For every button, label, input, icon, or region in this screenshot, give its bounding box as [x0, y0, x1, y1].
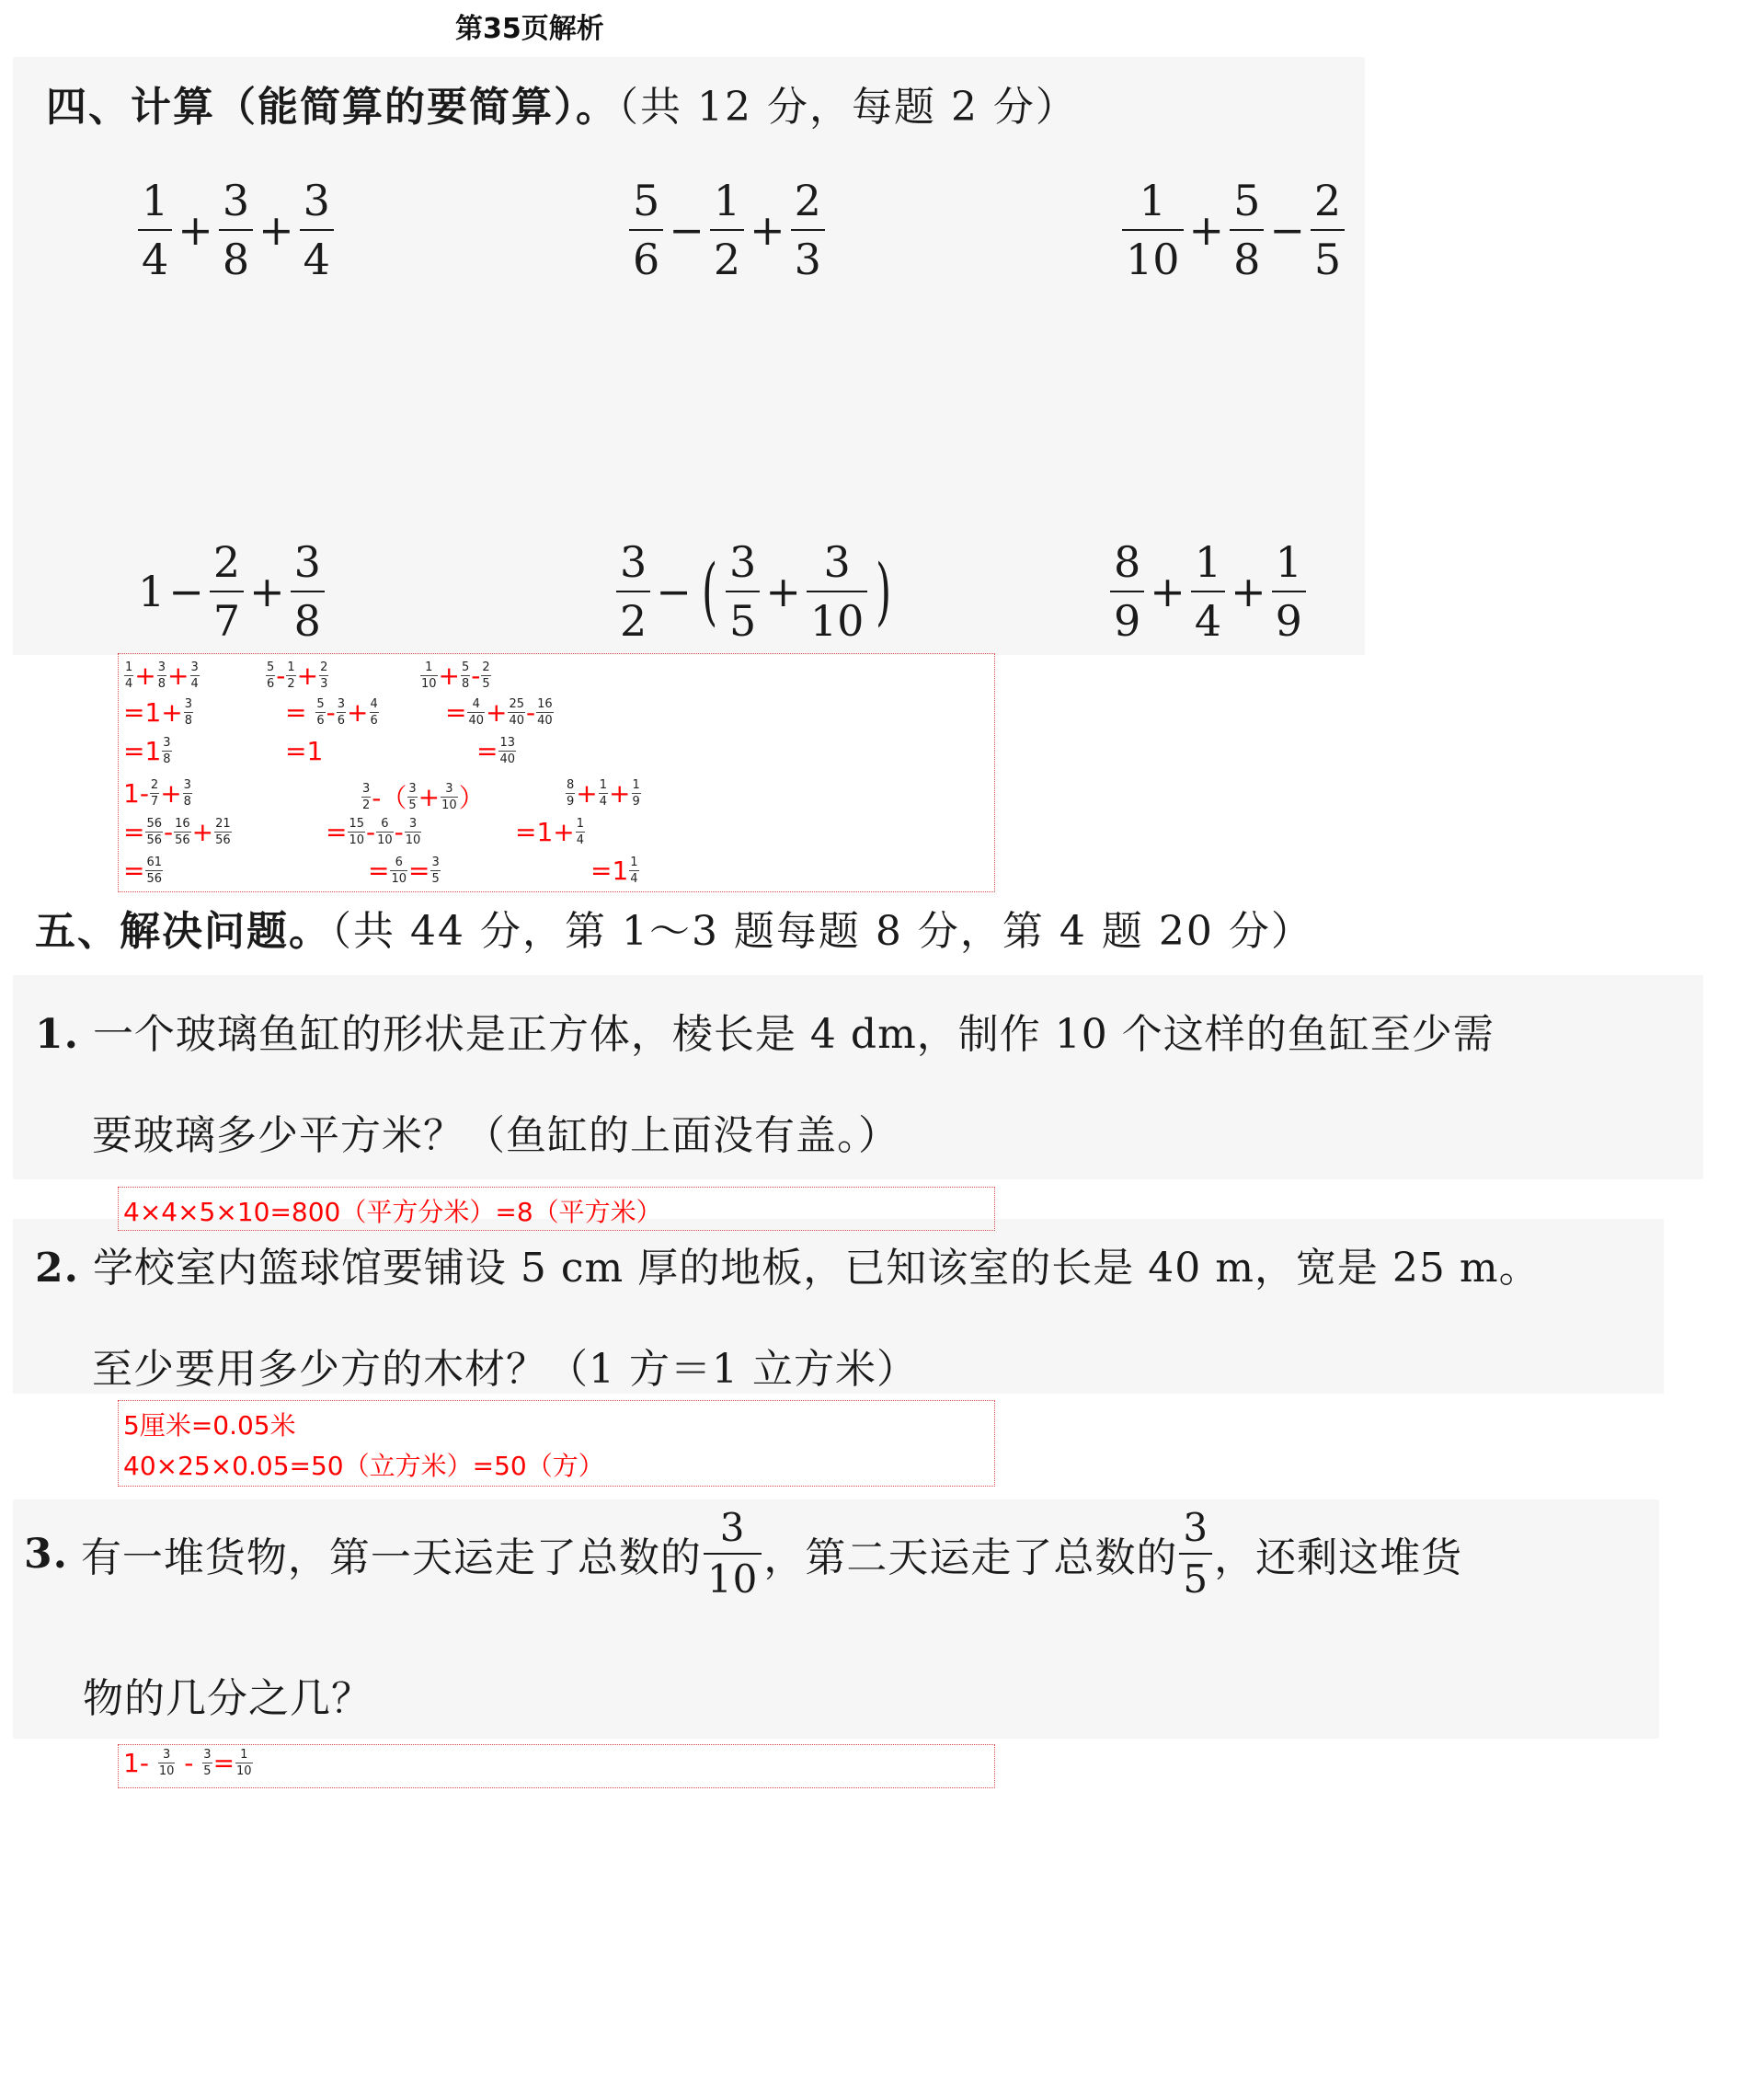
- question-2-answer-line-2: 40×25×0.05=50（立方米）=50（方）: [123, 1451, 604, 1481]
- fraction: $\frac{3}{8}$: [219, 179, 253, 281]
- question-3-number: 3.: [24, 1530, 68, 1578]
- fraction: $\frac{2}{3}$: [791, 179, 825, 281]
- answer-1-line-2: =1+ $\frac{3}{8}$: [123, 697, 193, 728]
- answer-4-line-1: 1- $\frac{2}{7}$ + $\frac{3}{8}$: [123, 778, 191, 809]
- question-3-text-c: ，还剩这堆货: [1214, 1534, 1463, 1581]
- question-1-answer: 4×4×5×10=800（平方分米）=8（平方米）: [123, 1197, 662, 1227]
- fraction: $\frac{3}{2}$: [616, 541, 650, 642]
- problem-3: $\frac{1}{10}$ + $\frac{5}{8}$ − $\frac{2}{5}$: [1120, 179, 1346, 281]
- answer-1-line-3: =1 $\frac{3}{8}$: [123, 736, 171, 766]
- answer-3-line-3: = $\frac{13}{40}$: [476, 736, 516, 766]
- section5-heading: [35, 898, 1313, 957]
- section4-heading: [46, 74, 1078, 132]
- question-3-text-b: ，第二天运走了总数的: [763, 1534, 1178, 1581]
- answer-3-line-1: $\frac{1}{10}$ + $\frac{5}{8}$ - $\frac{2}{5}$: [421, 660, 490, 691]
- fraction: $\frac{3}{10}$: [704, 1509, 762, 1599]
- fraction: $\frac{3}{8}$: [291, 541, 325, 642]
- problem-5: $\frac{3}{2}$ − ( $\frac{3}{5}$ + $\frac{3}{10}$ ): [614, 541, 899, 642]
- answer-6-line-2: =1+ $\frac{1}{4}$: [515, 817, 585, 847]
- fraction: $\frac{5}{8}$: [1230, 179, 1264, 281]
- fraction: $\frac{2}{5}$: [1311, 179, 1345, 281]
- answer-3-line-2: = $\frac{4}{40}$ + $\frac{25}{40}$ - $\frac{16}{40}$: [445, 697, 553, 728]
- fraction: $\frac{3}{5}$: [1179, 1509, 1212, 1599]
- answer-2-line-1: $\frac{5}{6}$ - $\frac{1}{2}$ + $\frac{2}{3}$: [267, 660, 328, 691]
- answer-6-line-3: =1 $\frac{1}{4}$: [590, 856, 638, 886]
- fraction: $\frac{8}{9}$: [1110, 541, 1144, 642]
- section4-answer-box: [118, 653, 995, 892]
- fraction: $\frac{3}{10}$: [807, 541, 868, 642]
- question-3-text-a: 有一堆货物，第一天运走了总数的: [80, 1534, 702, 1581]
- answer-5-line-2: = $\frac{15}{10}$ - $\frac{6}{10}$ - $\frac{3}{10}$: [326, 817, 421, 847]
- question-3-line-2: 物的几分之几？: [83, 1675, 372, 1722]
- fraction: $\frac{2}{7}$: [210, 541, 244, 642]
- question-3-answer: 1- $\frac{3}{10}$ - $\frac{3}{5}$ = $\frac{1}{10}$: [123, 1748, 252, 1778]
- fraction: $\frac{3}{5}$: [726, 541, 760, 642]
- section4-heading-rest: （共 12 分，每题 2 分）: [618, 84, 1078, 131]
- question-2-text: 学校室内篮球馆要铺设 5 cm 厚的地板，已知该室的长是 40 m，宽是 25 m。: [92, 1245, 1541, 1292]
- fraction: $\frac{1}{4}$: [1191, 541, 1225, 642]
- fraction: $\frac{1}{2}$: [710, 179, 744, 281]
- question-2-answer-line-1: 5厘米=0.05米: [123, 1410, 296, 1441]
- answer-2-line-3: =1: [285, 736, 324, 766]
- page-title: 第35页解析: [455, 13, 604, 45]
- fraction: $\frac{1}{9}$: [1272, 541, 1306, 642]
- answer-1-line-1: $\frac{1}{4}$ + $\frac{3}{8}$ + $\frac{3}{4}$: [125, 660, 199, 691]
- question-1-line-2: 要玻璃多少平方米？（鱼缸的上面没有盖。）: [92, 1112, 899, 1159]
- problem-1: $\frac{1}{4}$ + $\frac{3}{8}$ + $\frac{3}{4}$: [136, 179, 336, 281]
- fraction: $\frac{5}{6}$: [629, 179, 663, 281]
- fraction: $\frac{3}{4}$: [300, 179, 334, 281]
- answer-6-line-1: $\frac{8}{9}$ + $\frac{1}{4}$ + $\frac{1}{9}$: [567, 778, 640, 809]
- answer-4-line-3: = $\frac{61}{56}$: [123, 856, 163, 886]
- question-1-number: 1.: [35, 1011, 79, 1058]
- answer-5-line-1: $\frac{3}{2}$ -（ $\frac{3}{5}$ + $\frac{3}{10}$ ）: [362, 781, 485, 813]
- fraction: $\frac{1}{4}$: [138, 179, 172, 281]
- problem-2: $\frac{5}{6}$ − $\frac{1}{2}$ + $\frac{2}{3}$: [627, 179, 827, 281]
- answer-2-line-2: = $\frac{5}{6}$ - $\frac{3}{6}$ + $\frac{4}{6}$: [285, 697, 378, 728]
- section4-heading-main: 四、计算（能简算的要简算）。: [46, 84, 618, 131]
- answer-4-line-2: = $\frac{56}{56}$ - $\frac{16}{56}$ + $\frac{21}{56}$: [123, 817, 231, 847]
- question-1-line-1: [35, 1001, 1495, 1060]
- section5-heading-main: 五、解决问题。: [35, 908, 331, 955]
- question-2-line-1: [35, 1235, 1541, 1293]
- question-2-number: 2.: [35, 1245, 79, 1292]
- section5-heading-rest: （共 44 分，第 1～3 题每题 8 分，第 4 题 20 分）: [331, 908, 1313, 955]
- question-2-line-2: 至少要用多少方的木材？（1 方＝1 立方米）: [92, 1346, 918, 1393]
- question-3-line-1: [24, 1505, 1463, 1602]
- problem-6: $\frac{8}{9}$ + $\frac{1}{4}$ + $\frac{1}{9}$: [1108, 541, 1308, 642]
- question-1-text: 一个玻璃鱼缸的形状是正方体，棱长是 4 dm，制作 10 个这样的鱼缸至少需: [92, 1011, 1495, 1058]
- fraction: $\frac{1}{10}$: [1122, 179, 1184, 281]
- answer-5-line-3: = $\frac{6}{10}$ = $\frac{3}{5}$: [368, 856, 440, 886]
- problem-4: 1 − $\frac{2}{7}$ + $\frac{3}{8}$: [138, 541, 326, 642]
